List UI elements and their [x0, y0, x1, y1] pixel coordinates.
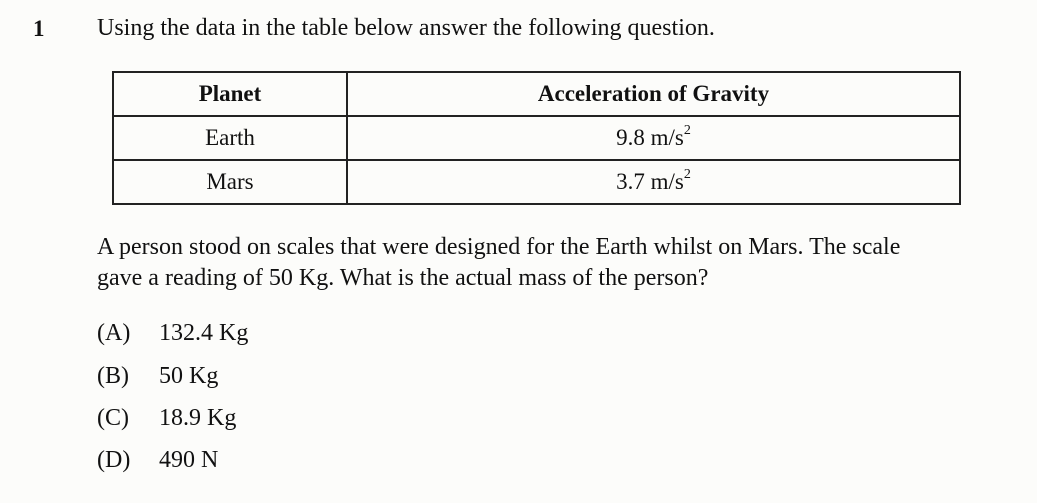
table-row — [113, 116, 960, 160]
table-header-row — [113, 72, 960, 116]
cell-planet: Mars — [113, 160, 347, 204]
option-text: 18.9 Kg — [159, 405, 237, 431]
gravity-table — [112, 71, 961, 205]
cell-value: 9.8 m/s — [616, 125, 684, 150]
option-letter: (D) — [97, 447, 131, 473]
cell-acceleration — [347, 116, 960, 160]
header-acceleration: Acceleration of Gravity — [347, 72, 960, 116]
cell-exponent: 2 — [683, 123, 691, 139]
option-a[interactable] — [97, 320, 248, 347]
cell-planet: Earth — [113, 116, 347, 160]
option-text: 490 N — [159, 447, 219, 473]
cell-value: 3.7 m/s — [616, 169, 684, 194]
cell-acceleration — [347, 160, 960, 204]
option-b[interactable] — [97, 363, 218, 390]
option-text: 132.4 Kg — [159, 320, 249, 346]
question-line-2: gave a reading of 50 Kg. What is the actual mass of the person? — [97, 265, 709, 291]
option-letter: (A) — [97, 320, 131, 346]
question-text — [97, 232, 997, 294]
option-letter: (C) — [97, 405, 129, 431]
table-row — [113, 160, 960, 204]
question-line-1: A person stood on scales that were designed for the Earth whilst on Mars. The scale — [97, 234, 901, 260]
option-letter: (B) — [97, 363, 129, 389]
cell-exponent: 2 — [683, 167, 691, 183]
option-c[interactable] — [97, 405, 236, 432]
header-planet: Planet — [113, 72, 347, 116]
question-intro: Using the data in the table below answer the following question. — [97, 15, 715, 41]
option-d[interactable] — [97, 447, 218, 474]
option-text: 50 Kg — [159, 363, 219, 389]
question-number: 1 — [33, 16, 45, 41]
